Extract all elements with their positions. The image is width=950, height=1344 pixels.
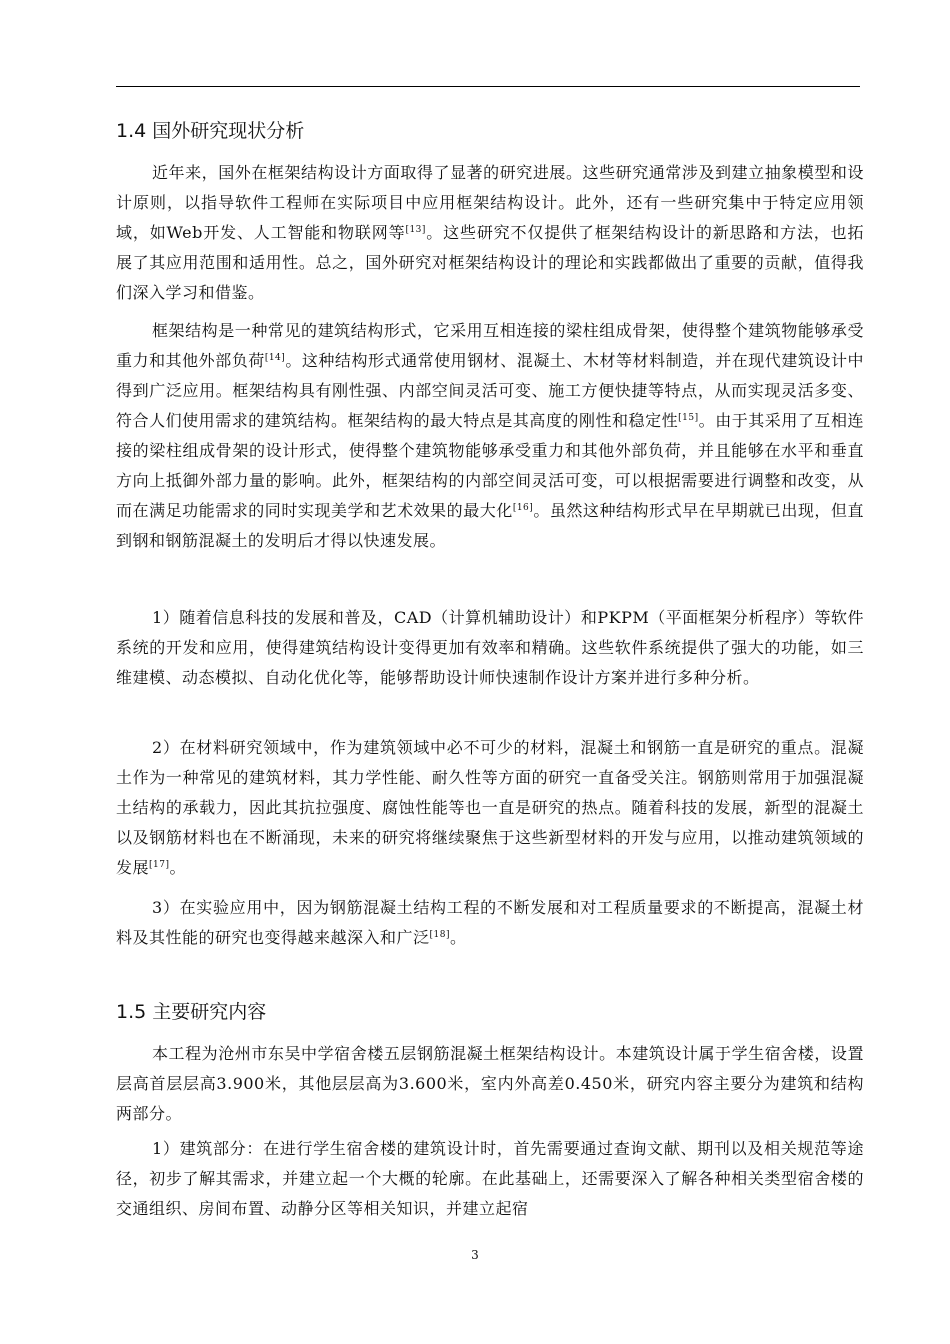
paragraph-item-1-software: 1）随着信息科技的发展和普及，CAD（计算机辅助设计）和PKPM（平面框架分析程序）等软件系统的开发和应用，使得建筑结构设计变得更加有效率和精确。这些软件系统提供了强大的功能，如三维建模、动态模拟、自动化优化等，能够帮助设计师快速制作设计方案并进行多种分析。	[116, 608, 864, 687]
citation-14: [14]	[264, 353, 286, 363]
citation-17: [17]	[149, 860, 170, 870]
citation-15: [15]	[678, 413, 699, 423]
section-heading-1-4: 1.4 国外研究现状分析	[116, 120, 305, 142]
paragraph-item-3-experiments: 3）在实验应用中，因为钢筋混凝土结构工程的不断发展和对工程质量要求的不断提高，混凝土材料及其性能的研究也变得越来越深入和广泛[18]。	[116, 898, 864, 947]
paragraph-project-overview: 本工程为沧州市东吴中学宿舍楼五层钢筋混凝土框架结构设计。本建筑设计属于学生宿舍楼，设置层高首层层高3.900米，其他层层高为3.600米，室内外高差0.450米，研究内容主要分为建筑和结构两部分。	[116, 1044, 864, 1123]
paragraph-frame-structure: 框架结构是一种常见的建筑结构形式，它采用互相连接的梁柱组成骨架，使得整个建筑物能够承受重力和其他外部负荷[14]。这种结构形式通常使用钢材、混凝土、木材等材料制造，并在现代建筑设计中得到广泛应用。框架结构具有刚性强、内部空间灵活可变、施工方便快捷等特点，从而实现灵活多变、符合人们使用需求的建筑结构。框架结构的最大特点是其高度的刚性和稳定性[15]。由于其采用了互相连接的梁柱组成骨架的设计形式，使得整个建筑物能够承受重力和其他外部负荷，并且能够在水平和垂直方向上抵御外部力量的影响。此外，框架结构的内部空间灵活可变，可以根据需要进行调整和改变，从而在满足功能需求的同时实现美学和艺术效果的最大化[16]。虽然这种结构形式早在早期就已出现，但直到钢和钢筋混凝土的发明后才得以快速发展。	[116, 321, 864, 550]
paragraph-foreign-research: 近年来，国外在框架结构设计方面取得了显著的研究进展。这些研究通常涉及到建立抽象模型和设计原则，以指导软件工程师在实际项目中应用框架结构设计。此外，还有一些研究集中于特定应用领域，如Web开发、人工智能和物联网等[13]。这些研究不仅提供了框架结构设计的新思路和方法，也拓展了其应用范围和适用性。总之，国外研究对框架结构设计的理论和实践都做出了重要的贡献，值得我们深入学习和借鉴。	[116, 163, 864, 302]
paragraph-item-2-materials: 2）在材料研究领域中，作为建筑领域中必不可少的材料，混凝土和钢筋一直是研究的重点。混凝土作为一种常见的建筑材料，其力学性能、耐久性等方面的研究一直备受关注。钢筋则常用于加强混凝土结构的承载力，因此其抗拉强度、腐蚀性能等也一直是研究的热点。随着科技的发展，新型的混凝土以及钢筋材料也在不断涌现，未来的研究将继续聚焦于这些新型材料的开发与应用，以推动建筑领域的发展[17]。	[116, 738, 864, 877]
citation-16: [16]	[512, 503, 534, 513]
citation-13: [13]	[405, 225, 426, 235]
page-number: 3	[471, 1248, 479, 1262]
header-rule	[116, 86, 860, 87]
section-heading-1-5: 1.5 主要研究内容	[116, 1001, 267, 1023]
citation-18: [18]	[429, 930, 450, 940]
paragraph-architecture-part: 1）建筑部分：在进行学生宿舍楼的建筑设计时，首先需要通过查询文献、期刊以及相关规范等途径，初步了解其需求，并建立起一个大概的轮廓。在此基础上，还需要深入了解各种相关类型宿舍楼的交通组织、房间布置、动静分区等相关知识，并建立起宿	[116, 1139, 864, 1218]
